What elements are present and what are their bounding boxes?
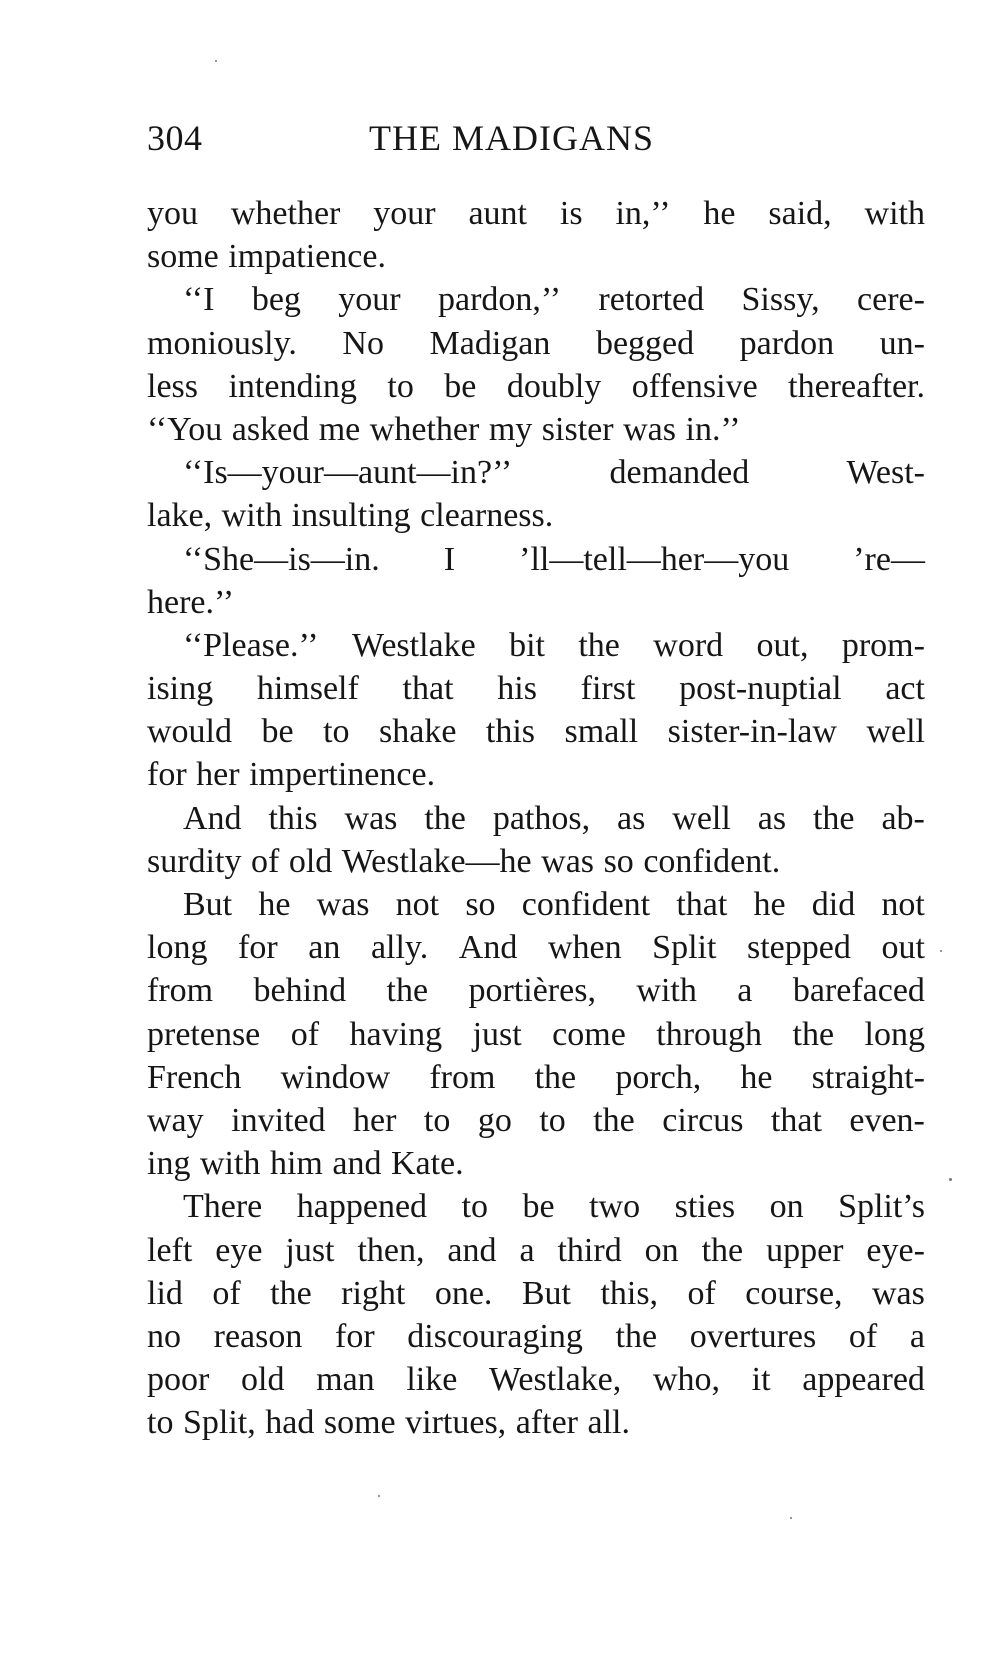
- scan-speck: [378, 1495, 380, 1497]
- text-line: ‘‘She—is—in. I ’ll—tell—her—you ’re—: [183, 540, 925, 578]
- text-line: some impatience.: [147, 238, 386, 276]
- text-line: ‘‘Is—your—aunt—in?’’ demanded West-: [183, 454, 925, 492]
- text-line: ‘‘Please.’’ Westlake bit the word out, prom-: [183, 626, 925, 664]
- scan-speck: [790, 1517, 792, 1519]
- text-line: long for an ally. And when Split stepped out: [147, 929, 925, 967]
- text-line: to Split, had some virtues, after all.: [147, 1404, 630, 1442]
- text-line: you whether your aunt is in,’’ he said, with: [147, 195, 925, 232]
- text-line: And this was the pathos, as well as the ab-: [183, 799, 925, 837]
- text-line: from behind the portières, with a barefaced: [147, 972, 925, 1010]
- text-line: surdity of old Westlake—he was so confident.: [147, 842, 781, 880]
- text-line: no reason for discouraging the overtures of a: [147, 1317, 925, 1355]
- text-line: way invited her to go to the circus that even-: [147, 1101, 925, 1139]
- text-line: pretense of having just come through the long: [147, 1015, 925, 1053]
- scan-speck: [949, 1178, 952, 1181]
- text-line: There happened to be two sties on Split’s: [183, 1188, 925, 1226]
- text-line: poor old man like Westlake, who, it appeared: [147, 1361, 925, 1399]
- body-text: [147, 192, 925, 1444]
- text-line: ising himself that his first post-nuptial act: [147, 670, 925, 708]
- text-line: ‘‘You asked me whether my sister was in.’’: [147, 410, 741, 448]
- scan-speck: [215, 60, 217, 62]
- text-line: ing with him and Kate.: [147, 1145, 464, 1183]
- running-title: THE MADIGANS: [369, 118, 654, 158]
- scan-speck: [940, 950, 942, 952]
- text-line: ‘‘I beg your pardon,’’ retorted Sissy, cere-: [183, 281, 925, 319]
- text-line: for her impertinence.: [147, 756, 436, 794]
- text-line: lake, with insulting clearness.: [147, 497, 554, 535]
- text-line: would be to shake this small sister-in-law well: [147, 713, 925, 751]
- text-line: But he was not so confident that he did not: [183, 886, 925, 923]
- page-number: 304: [147, 118, 203, 158]
- text-line: French window from the porch, he straight-: [147, 1058, 925, 1096]
- text-line: less intending to be doubly offensive thereafter.: [147, 367, 925, 405]
- text-line: lid of the right one. But this, of course, was: [147, 1274, 925, 1312]
- text-line: here.’’: [147, 583, 235, 621]
- text-line: left eye just then, and a third on the upper eye-: [147, 1231, 925, 1269]
- text-line: moniously. No Madigan begged pardon un-: [147, 324, 925, 362]
- page-header: [147, 113, 925, 163]
